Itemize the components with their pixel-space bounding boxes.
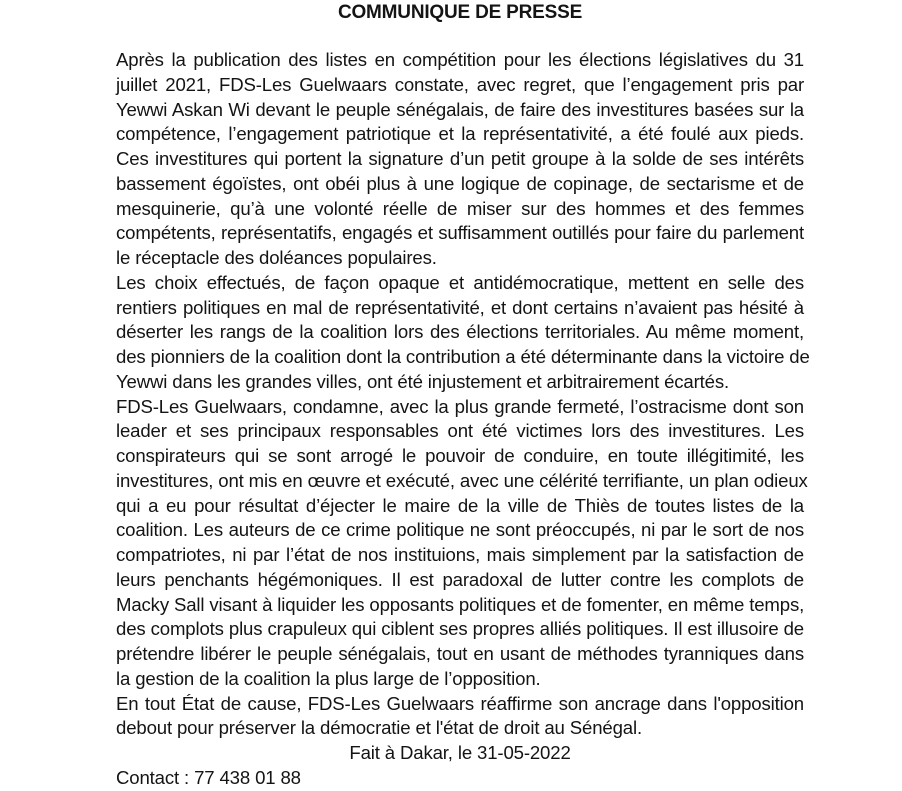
body-line: debout pour préserver la démocratie et l'état de droit au Sénégal.: [116, 717, 642, 739]
body-line: Après la publication des listes en compétition pour les élections législatives du 31: [116, 49, 804, 70]
body-line: conspirateurs qui se sont arrogé le pouvoir de conduire, en toute illégitimité, les: [116, 445, 804, 466]
body-line: Yewwi dans les grandes villes, ont été injustement et arbitrairement écartés.: [116, 370, 730, 392]
body-line: rentiers politiques en mal de représentativité, et dont certains n’avaient pas hésité à: [116, 296, 804, 318]
document-body: [116, 48, 810, 791]
body-line: compétence, l’engagement patriotique et la représentativité, a été foulé aux pieds.: [116, 123, 804, 145]
body-line: déserter les rangs de la coalition lors des élections territoriales. Au même moment,: [116, 321, 804, 343]
body-line: compétents, représentatifs, engagés et suffisamment outillés pour faire du parlement: [116, 222, 804, 244]
body-line: FDS-Les Guelwaars, condamne, avec la plus grande fermeté, l’ostracisme dont son: [116, 395, 804, 417]
body-line: investitures, ont mis en œuvre et exécuté, avec une célérité terrifiante, un plan odieux: [116, 469, 808, 491]
body-line: mesquinerie, qu’à une volonté réelle de miser sur des hommes et des femmes: [116, 197, 804, 219]
body-line: des pionniers de la coalition dont la contribution a été déterminante dans la victoire de: [116, 346, 810, 367]
body-line: En tout État de cause, FDS-Les Guelwaars réaffirme son ancrage dans l'opposition: [116, 692, 804, 714]
body-line: bassement égoïstes, ont obéi plus à une logique de copinage, de sectarisme et de: [116, 172, 804, 194]
body-line: Ces investitures qui portent la signature d’un petit groupe à la solde de ses intérêts: [116, 148, 804, 169]
body-line: leurs penchants hégémoniques. Il est paradoxal de lutter contre les complots de: [116, 568, 804, 590]
body-line: prétendre libérer le peuple sénégalais, tout en usant de méthodes tyranniques dans: [116, 643, 804, 664]
body-line: Macky Sall visant à liquider les opposants politiques et de fomenter, en même temps,: [116, 593, 805, 615]
body-line: leader et ses principaux responsables ont été victimes lors des investitures. Les: [116, 420, 804, 442]
body-line: le réceptacle des doléances populaires.: [116, 247, 437, 268]
contact-line: Contact : 77 438 01 88: [116, 766, 301, 788]
body-line: des complots plus crapuleux qui ciblent ses propres alliés politiques. Il est illusoire de: [116, 618, 804, 640]
body-line: Les choix effectués, de façon opaque et antidémocratique, mettent en selle des: [116, 271, 804, 293]
body-line: qui a eu pour résultat d’éjecter le maire de la ville de Thiès de toutes listes de la: [116, 494, 804, 516]
body-line: compatriotes, ni par l’état de nos instituions, mais simplement par la satisfaction de: [116, 544, 804, 565]
body-line: la gestion de la coalition la plus large de l’opposition.: [116, 667, 541, 689]
document-title: COMMUNIQUE DE PRESSE: [337, 2, 583, 23]
body-line: coalition. Les auteurs de ce crime politique ne sont préoccupés, ni par le sort de nos: [116, 519, 804, 541]
body-line: juillet 2021, FDS-Les Guelwaars constate, avec regret, que l’engagement pris par: [116, 73, 804, 95]
body-line: Yewwi Askan Wi devant le peuple sénégalais, de faire des investitures basées sur la: [116, 98, 804, 120]
signature-line: Fait à Dakar, le 31-05-2022: [349, 742, 571, 763]
